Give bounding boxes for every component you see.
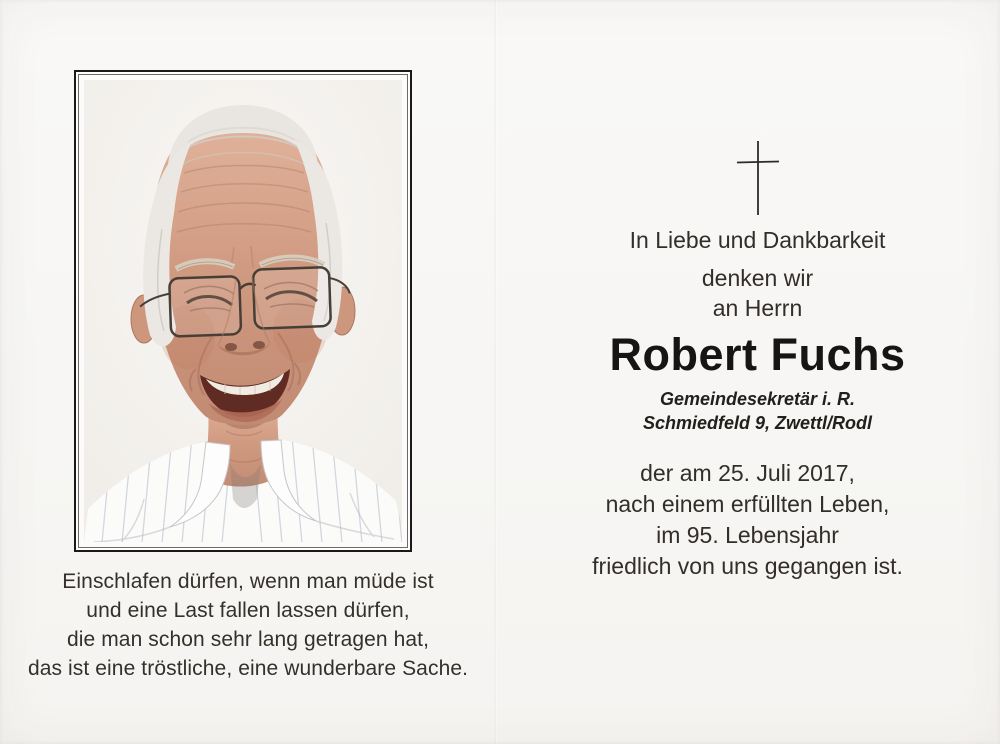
memorial-quote [8,567,488,683]
portrait-frame [74,70,412,552]
card-fold-line [494,0,497,744]
cross-icon [726,138,790,218]
quote-line: Einschlafen dürfen, wenn man müde ist [62,570,434,593]
passing-line: nach einem erfüllten Leben, [605,491,890,517]
passing-text [505,458,990,582]
passing-line: im 95. Lebensjahr [656,522,839,548]
portrait-photo [84,80,402,542]
intro-line: In Liebe und Dankbarkeit [629,227,886,253]
quote-line: das ist eine tröstliche, eine wunderbare Sache. [27,657,469,680]
passing-line: friedlich von uns gegangen ist. [592,553,903,579]
deceased-title: Gemeindesekretär i. R. [659,389,856,409]
quote-line: und eine Last fallen lassen dürfen, [86,599,410,622]
deceased-name: Robert Fuchs [609,329,906,380]
intro-text [515,221,1000,297]
portrait-mat [78,74,408,548]
quote-line: die man schon sehr lang getragen hat, [66,628,430,651]
intro-line: denken wir [701,265,814,291]
passing-line: der am 25. Juli 2017, [640,460,855,486]
deceased-address: Schmiedfeld 9, Zwettl/Rodl [642,413,873,433]
salutation-text: an Herrn [712,295,803,321]
